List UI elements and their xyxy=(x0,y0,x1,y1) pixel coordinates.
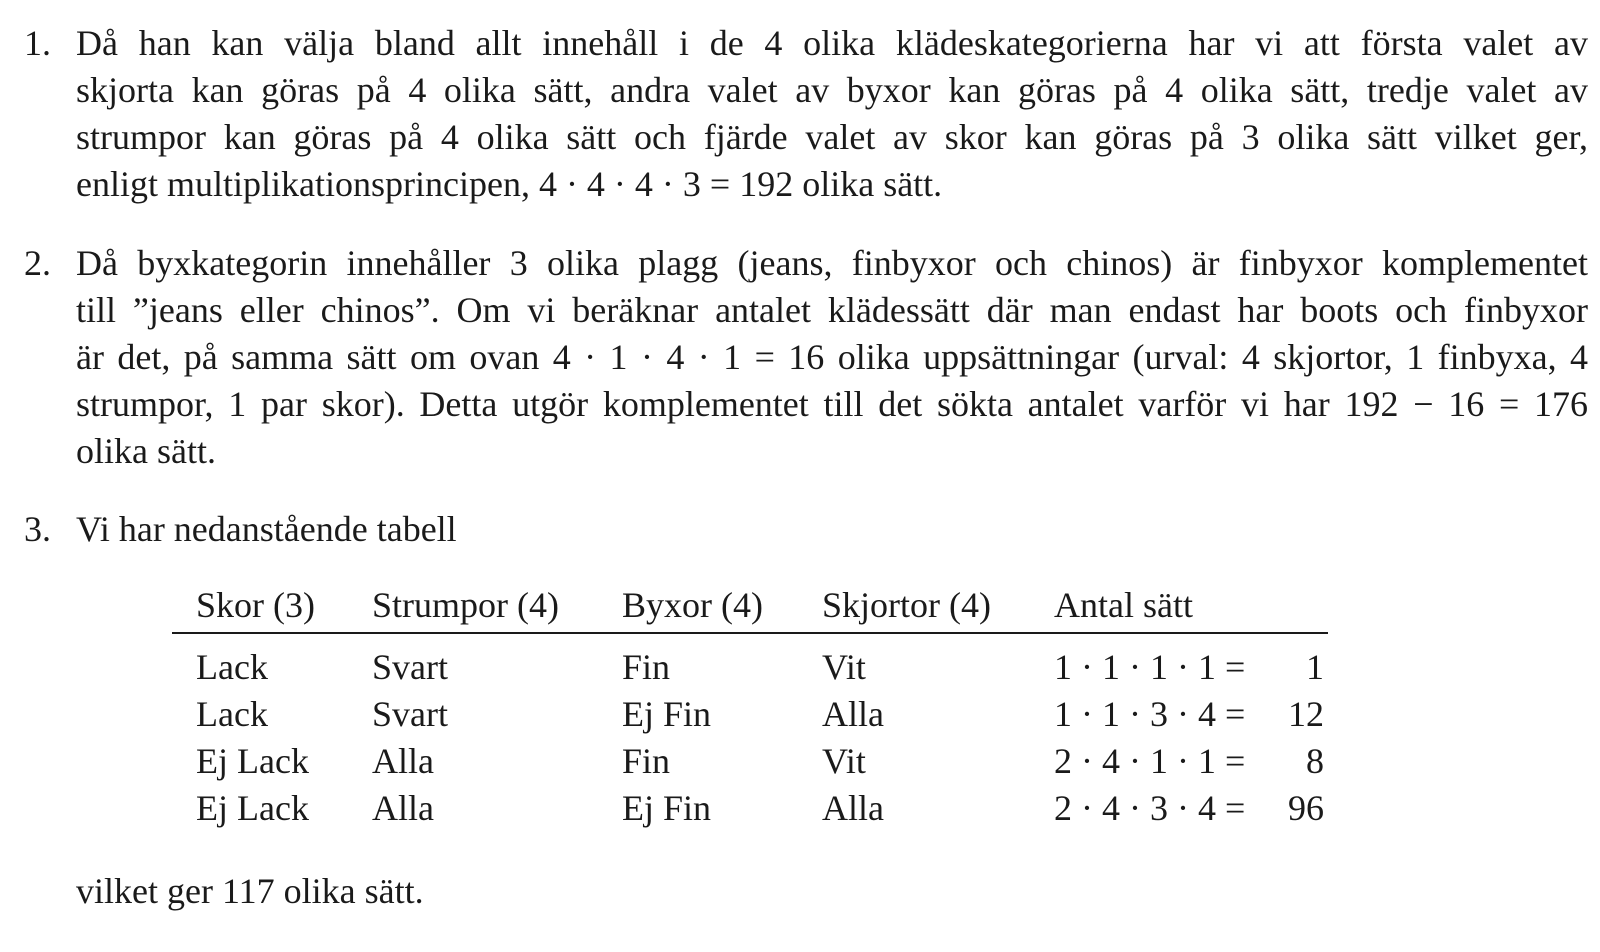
cell-result: 12 xyxy=(1288,694,1324,734)
cell-skjortor: Alla xyxy=(822,788,884,828)
text-line: Då byxkategorin innehåller 3 olika plagg (jeans, finbyxor och chinos) är finbyxor komplementet xyxy=(76,243,1588,283)
table-header-row xyxy=(172,578,1328,633)
table-row xyxy=(172,633,1328,691)
text-line: Då han kan välja bland allt innehåll i de 4 olika klädeskategorierna har vi att första valet av xyxy=(76,23,1588,63)
cell-byxor: Ej Fin xyxy=(622,694,712,734)
table-row xyxy=(172,691,1328,738)
column-header-antal: Antal sätt xyxy=(1054,578,1328,633)
cell-skjortor: Vit xyxy=(822,647,866,687)
cell-strumpor: Alla xyxy=(372,788,434,828)
cell-skor: Lack xyxy=(196,647,268,687)
text-line: skjorta kan göras på 4 olika sätt, andra valet av byxor kan göras på 4 olika sätt, tredje valet av xyxy=(76,70,1588,110)
text-line: till ”jeans eller chinos”. Om vi beräknar antalet klädessätt där man endast har boots och finbyxor xyxy=(76,290,1588,330)
cell-antal xyxy=(1054,633,1328,691)
cell-byxor: Fin xyxy=(622,741,671,781)
cell-skjortor: Alla xyxy=(822,694,884,734)
cell-antal xyxy=(1054,738,1328,785)
item-number: 2. xyxy=(24,243,51,283)
item-text xyxy=(76,20,1588,208)
item-number: 3. xyxy=(24,509,51,549)
cell-strumpor: Alla xyxy=(372,741,434,781)
cell-product: 1 · 1 · 3 · 4 = xyxy=(1054,694,1246,734)
cell-byxor: Ej Fin xyxy=(622,788,712,828)
text-line: Vi har nedanstående tabell xyxy=(76,509,457,549)
item-text xyxy=(76,506,1588,553)
cell-product: 1 · 1 · 1 · 1 = xyxy=(1054,647,1246,687)
text-line: strumpor kan göras på 4 olika sätt och fjärde valet av skor kan göras på 3 olika sätt vilket ger, xyxy=(76,117,1588,157)
item-number: 1. xyxy=(24,23,51,63)
cell-result: 96 xyxy=(1288,788,1324,828)
cell-byxor: Fin xyxy=(622,647,671,687)
conclusion-text: vilket ger 117 olika sätt. xyxy=(76,871,424,911)
cell-result: 1 xyxy=(1306,647,1324,687)
cell-skjortor: Vit xyxy=(822,741,866,781)
cell-skor: Ej Lack xyxy=(196,788,309,828)
column-header-byxor: Byxor (4) xyxy=(622,578,822,633)
cell-antal xyxy=(1054,691,1328,738)
text-line: är det, på samma sätt om ovan 4 · 1 · 4 · 1 = 16 olika uppsättningar (urval: 4 skjortor, 1 finbyxa, 4 xyxy=(76,337,1588,377)
cell-skor: Lack xyxy=(196,694,268,734)
cell-result: 8 xyxy=(1306,741,1324,781)
cell-strumpor: Svart xyxy=(372,647,448,687)
column-header-strumpor: Strumpor (4) xyxy=(372,578,622,633)
table-row xyxy=(172,785,1328,832)
table-row xyxy=(172,738,1328,785)
cell-strumpor: Svart xyxy=(372,694,448,734)
text-line: enligt multiplikationsprincipen, 4 · 4 · 4 · 3 = 192 olika sätt. xyxy=(76,164,943,204)
item-text xyxy=(76,240,1588,475)
cell-skor: Ej Lack xyxy=(196,741,309,781)
column-header-skor: Skor (3) xyxy=(172,578,372,633)
cell-antal xyxy=(1054,785,1328,832)
text-line: olika sätt. xyxy=(76,431,216,471)
cell-product: 2 · 4 · 1 · 1 = xyxy=(1054,741,1246,781)
outfit-table xyxy=(172,578,1328,832)
text-line: strumpor, 1 par skor). Detta utgör komplementet till det sökta antalet varför vi har 192 − 16 = 176 xyxy=(76,384,1588,424)
cell-product: 2 · 4 · 3 · 4 = xyxy=(1054,788,1246,828)
column-header-skjortor: Skjortor (4) xyxy=(822,578,1054,633)
